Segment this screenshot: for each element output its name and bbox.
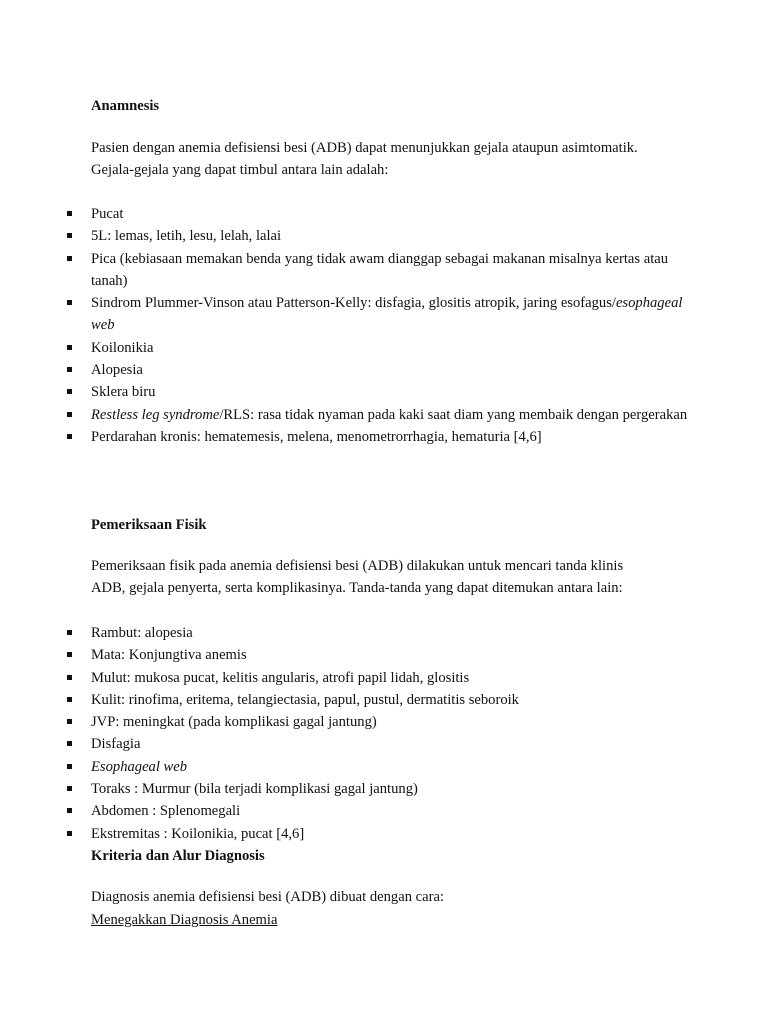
- kriteria-intro: Diagnosis anemia defisiensi besi (ADB) dibuat dengan cara:: [91, 889, 444, 905]
- anamnesis-symptom-list: [0, 203, 700, 448]
- pemeriksaan-intro-line-1: Pemeriksaan fisik pada anemia defisiensi besi (ADB) dilakukan untuk mencari tanda klinis: [91, 558, 624, 574]
- list-item: Ekstremitas : Koilonikia, pucat [4,6]: [0, 823, 700, 845]
- list-item: Mulut: mukosa pucat, kelitis angularis, atrofi papil lidah, glositis: [0, 667, 700, 689]
- anamnesis-intro: [91, 137, 681, 182]
- list-item: Koilonikia: [0, 337, 700, 359]
- pemeriksaan-intro-line-2: ADB, gejala penyerta, serta komplikasinya. Tanda-tanda yang dapat ditemukan antara lain:: [91, 580, 623, 597]
- list-item: Restless leg syndrome/RLS: rasa tidak nyaman pada kaki saat diam yang membaik dengan pergerakan: [0, 404, 700, 426]
- list-item: Sindrom Plummer-Vinson atau Patterson-Kelly: disfagia, glositis atropik, jaring esofagus/esophageal web: [0, 292, 700, 337]
- list-item: 5L: lemas, letih, lesu, lelah, lalai: [0, 225, 700, 247]
- list-item: Alopesia: [0, 359, 700, 381]
- list-item: Pica (kebiasaan memakan benda yang tidak awam dianggap sebagai makanan misalnya kertas atau tanah): [0, 248, 700, 293]
- anamnesis-heading: Anamnesis: [91, 98, 160, 114]
- list-item: Mata: Konjungtiva anemis: [0, 644, 700, 666]
- anamnesis-intro-line-1: Pasien dengan anemia defisiensi besi (ADB) dapat menunjukkan gejala ataupun asimtomatik.: [91, 140, 638, 156]
- list-item: Disfagia: [0, 733, 700, 755]
- pemeriksaan-sign-list: [0, 622, 700, 845]
- list-item: [0, 756, 700, 778]
- anamnesis-intro-line-2: Gejala-gejala yang dapat timbul antara lain adalah:: [91, 162, 389, 179]
- list-item: Pucat: [0, 203, 700, 225]
- list-item: Kulit: rinofima, eritema, telangiectasia, papul, pustul, dermatitis seboroik: [0, 689, 700, 711]
- kriteria-heading: Kriteria dan Alur Diagnosis: [91, 848, 265, 864]
- list-item: Rambut: alopesia: [0, 622, 700, 644]
- pemeriksaan-heading: Pemeriksaan Fisik: [91, 517, 207, 533]
- list-item: Sklera biru: [0, 381, 700, 403]
- list-item: Perdarahan kronis: hematemesis, melena, menometrorrhagia, hematuria [4,6]: [0, 426, 700, 448]
- kriteria-subheading: Menegakkan Diagnosis Anemia: [91, 912, 278, 928]
- list-item: Abdomen : Splenomegali: [0, 800, 700, 822]
- italic-term: Esophageal web: [91, 758, 188, 775]
- list-item: JVP: meningkat (pada komplikasi gagal jantung): [0, 711, 700, 733]
- list-item: Toraks : Murmur (bila terjadi komplikasi gagal jantung): [0, 778, 700, 800]
- pemeriksaan-intro: [91, 555, 681, 600]
- italic-term: esophageal web: [91, 295, 683, 334]
- italic-term: Restless leg syndrome: [91, 406, 220, 423]
